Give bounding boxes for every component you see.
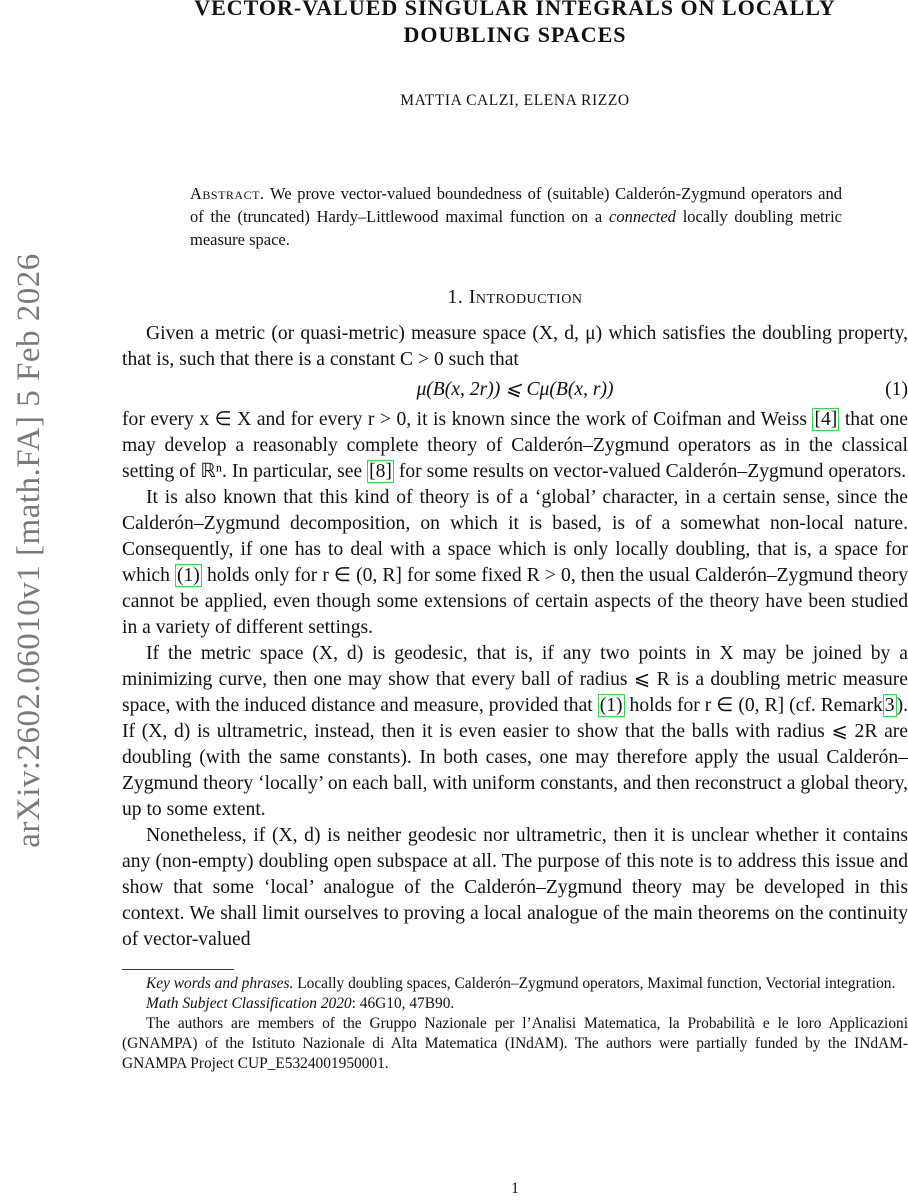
paragraph-4 xyxy=(122,823,908,953)
paragraph-1-continued-text-a: for every x ∈ X and for every r > 0, it is known since the work of Coifman and Weiss xyxy=(122,409,807,430)
footnote-keywords-label: Key words and phrases. xyxy=(146,975,294,992)
paragraph-2-text-a: It is also known that this kind of theory is of a ‘global’ character, in a certain sense, since the Calderón–Zygmund decomposition, on which it is based, is of a somewhat non-local nature. Consequently, if one has to deal with a space which is only locally doubling, that is, a space for which xyxy=(122,487,908,586)
footnote-keywords xyxy=(122,974,908,994)
paragraph-4-text: Nonetheless, if (X, d) is neither geodesic nor ultrametric, then it is unclear whether it contains any (non-empty) doubling open subspace at all. The purpose of this note is to address this issue and show that some ‘local’ analogue of the Calderón–Zygmund theory may be developed in this context. We shall limit ourselves to proving a local analogue of the main theorems on the continuity of vector-valued xyxy=(122,825,908,950)
remark-ref-link-3[interactable]: 3 xyxy=(884,695,895,716)
paragraph-3-text-c: ). If (X, d) is ultrametric, instead, then it is even easier to show that the balls with radius ⩽ 2R are doubling (with the same constants). In both cases, one may therefore apply the usual Calderón–Zygmund theory ‘locally’ on each ball, with uniform constants, and then reconstruct a global theory, up to some extent. xyxy=(122,695,908,820)
introduction-body xyxy=(122,321,908,953)
abstract-text-b: locally doubling metric measure space. xyxy=(190,207,843,249)
citation-link-8[interactable]: [8] xyxy=(369,461,392,482)
page-number: 1 xyxy=(511,1180,519,1197)
paper-page xyxy=(122,0,908,1197)
footnote-keywords-text: Locally doubling spaces, Calderón–Zygmund operators, Maximal function, Vectorial integration. xyxy=(297,975,896,992)
equation-1-number: (1) xyxy=(885,379,908,400)
citation-link-4[interactable]: [4] xyxy=(814,409,838,430)
footnote-msc-text: : 46G10, 47B90. xyxy=(351,995,455,1012)
paragraph-2-text-b: holds only for r ∈ (0, R] for some fixed R > 0, then the usual Calderón–Zygmund theory cannot be applied, even though some extensions of certain aspects of the theory have been studied in a variety of different settings. xyxy=(122,565,908,638)
abstract-label: Abstract. xyxy=(190,184,265,203)
paragraph-1 xyxy=(122,321,908,373)
equation-ref-link-1b[interactable]: (1) xyxy=(599,695,623,716)
arxiv-identifier-stamp xyxy=(2,220,56,880)
paragraph-3-text-a: If the metric space (X, d) is geodesic, that is, if any two points in X may be joined by a minimizing curve, then one may show that every ball of radius ⩽ R is a doubling metric measure space, with the induced distance and measure, provided that xyxy=(122,643,908,716)
footnote-funding xyxy=(122,1014,908,1074)
footnote-msc xyxy=(122,994,908,1014)
footnote-divider xyxy=(122,969,234,970)
paragraph-3-text-b: holds for r ∈ (0, R] (cf. Remark xyxy=(629,695,883,716)
paper-title-line-1: VECTOR-VALUED SINGULAR INTEGRALS ON LOCALLY xyxy=(194,0,836,20)
paragraph-3 xyxy=(122,641,908,823)
footnote-msc-label: Math Subject Classification 2020 xyxy=(146,995,352,1012)
paragraph-1-text: Given a metric (or quasi-metric) measure space (X, d, μ) which satisfies the doubling property, that is, such that there is a constant C > 0 such that xyxy=(122,323,908,370)
abstract-emphasis: connected xyxy=(609,207,676,226)
paragraph-1-continued xyxy=(122,407,908,485)
arxiv-identifier-text: arXiv:2602.06010v1 [math.FA] 5 Feb 2026 xyxy=(10,252,47,848)
section-number: 1. xyxy=(447,287,464,308)
paragraph-1-continued-text-c: for some results on vector-valued Calderón–Zygmund operators. xyxy=(398,461,907,482)
paper-authors: MATTIA CALZI, ELENA RIZZO xyxy=(400,92,630,109)
equation-ref-link-1[interactable]: (1) xyxy=(176,565,200,586)
paragraph-2 xyxy=(122,485,908,641)
abstract xyxy=(190,182,842,251)
section-title: Introduction xyxy=(468,287,583,308)
footnote-funding-text: The authors are members of the Gruppo Nazionale per l’Analisi Matematica, la Probabilità e le loro Applicazioni (GNAMPA) of the Istituto Nazionale di Alta Matematica (INdAM). The authors were partially funded by the INdAM-GNAMPA Project CUP_E5324001950001. xyxy=(122,1015,908,1072)
equation-1-formula: μ(B(x, 2r)) ⩽ Cμ(B(x, r)) xyxy=(416,379,614,400)
section-heading-introduction xyxy=(122,287,908,309)
paragraph-1-continued-text-b: that one may develop a reasonably complete theory of Calderón–Zygmund operators as in the classical setting of ℝⁿ. In particular, see xyxy=(122,409,908,482)
paper-title xyxy=(122,0,908,48)
abstract-text-a: We prove vector-valued boundedness of (suitable) Calderón-Zygmund operators and of the (truncated) Hardy–Littlewood maximal function on a xyxy=(190,184,842,226)
paper-title-line-2: DOUBLING SPACES xyxy=(403,22,627,47)
footnotes xyxy=(122,974,908,1074)
equation-1 xyxy=(122,373,908,407)
